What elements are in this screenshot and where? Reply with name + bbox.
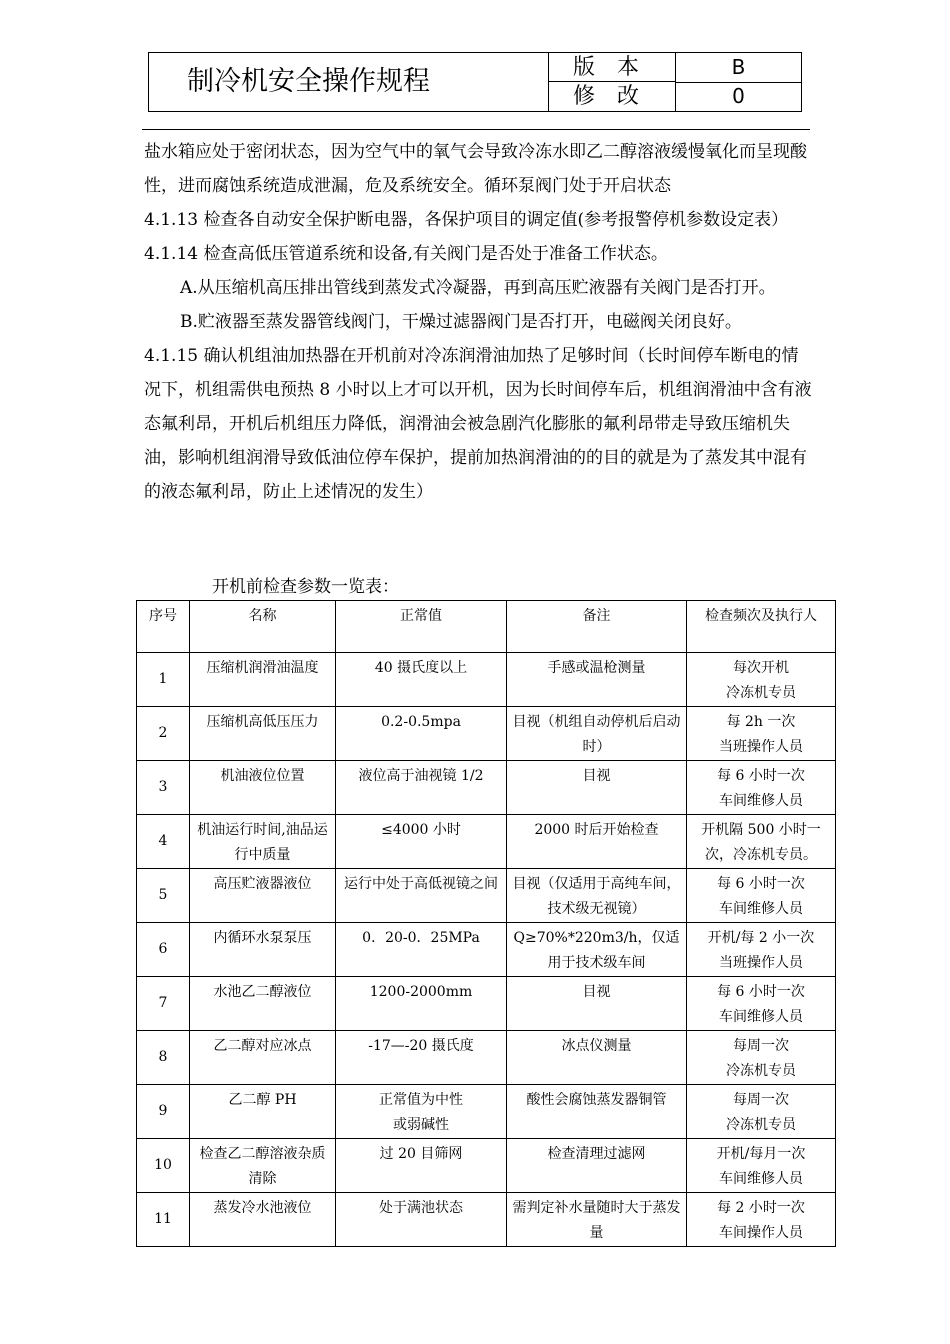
table-cell: 检查乙二醇溶液杂质清除 — [190, 1139, 336, 1193]
paragraph-item-a: A.从压缩机高压排出管线到蒸发式冷凝器，再到高压贮液器有关阀门是否打开。 — [180, 278, 776, 298]
table-row — [137, 707, 836, 761]
table-cell: 手感或温枪测量 — [507, 653, 687, 707]
table-cell: 8 — [137, 1031, 190, 1085]
table-cell: 每 2h 一次 当班操作人员 — [687, 707, 836, 761]
table-row — [137, 653, 836, 707]
table-row — [137, 1085, 836, 1139]
body-text — [144, 135, 812, 509]
table-cell: 机油运行时间,油品运行中质量 — [190, 815, 336, 869]
table-cell: -17—-20 摄氏度 — [336, 1031, 507, 1085]
table-row — [137, 815, 836, 869]
table-cell: 1200-2000mm — [336, 977, 507, 1031]
paragraph-salt-tank: 盐水箱应处于密闭状态，因为空气中的氧气会导致冷冻水即乙二醇溶液缓慢氧化而呈现酸性，进而腐蚀系统造成泄漏，危及系统安全。循环泵阀门处于开启状态 — [144, 142, 807, 196]
table-cell: 机油液位位置 — [190, 761, 336, 815]
table-cell: ≤4000 小时 — [336, 815, 507, 869]
table-cell: 9 — [137, 1085, 190, 1139]
table-cell: 开机/每月一次 车间维修人员 — [687, 1139, 836, 1193]
paragraph-item-b: B.贮液器至蒸发器管线阀门，干燥过滤器阀门是否打开，电磁阀关闭良好。 — [180, 312, 742, 332]
table-cell: 4 — [137, 815, 190, 869]
table-header-row — [137, 601, 836, 653]
paragraph-4-1-15: 4.1.15 确认机组油加热器在开机前对冷冻润滑油加热了足够时间（长时间停车断电的情况下，机组需供电预热 8 小时以上才可以开机，因为长时间停车后，机组润滑油中含有液态氟利昂，开机后机组压力降低，润滑油会被急剧汽化膨胀的氟利昂带走导致压缩机失油，影响机组润滑导致低油位停车保护，提前加热润滑油的的目的就是为了蒸发其中混有的液态氟利昂，防止上述情况的发生） — [144, 346, 812, 502]
table-cell: 6 — [137, 923, 190, 977]
table-cell: 3 — [137, 761, 190, 815]
header-cell: 检查频次及执行人 — [687, 601, 836, 653]
table-cell: 运行中处于高低视镜之间 — [336, 869, 507, 923]
table-cell: 过 20 目筛网 — [336, 1139, 507, 1193]
table-cell: 2000 时后开始检查 — [507, 815, 687, 869]
table-cell: 蒸发冷水池液位 — [190, 1193, 336, 1247]
table-cell: 目视（机组自动停机后启动时） — [507, 707, 687, 761]
table-cell: 乙二醇对应冰点 — [190, 1031, 336, 1085]
table-cell: 每周一次 冷冻机专员 — [687, 1031, 836, 1085]
table-row — [137, 869, 836, 923]
header-cell: 序号 — [137, 601, 190, 653]
paragraph-4-1-14: 4.1.14 检查高低压管道系统和设备,有关阀门是否处于准备工作状态。 — [144, 244, 668, 264]
table-cell: 2 — [137, 707, 190, 761]
revision-label: 修 改 — [549, 82, 676, 111]
table-row — [137, 1139, 836, 1193]
table-body — [137, 653, 836, 1247]
table-row — [137, 977, 836, 1031]
table-cell: 检查清理过滤网 — [507, 1139, 687, 1193]
table-cell: 需判定补水量随时大于蒸发量 — [507, 1193, 687, 1247]
document-title: 制冷机安全操作规程 — [149, 53, 549, 111]
header-rule — [142, 129, 810, 130]
table-cell: 液位高于油视镜 1/2 — [336, 761, 507, 815]
table-row — [137, 1031, 836, 1085]
table-cell: 开机隔 500 小时一次，冷冻机专员。 — [687, 815, 836, 869]
table-cell: 目视 — [507, 761, 687, 815]
table-cell: 每次开机 冷冻机专员 — [687, 653, 836, 707]
table-cell: 40 摄氏度以上 — [336, 653, 507, 707]
version-label: 版 本 — [549, 53, 676, 82]
table-cell: 冰点仪测量 — [507, 1031, 687, 1085]
table-cell: 每 2 小时一次 车间操作人员 — [687, 1193, 836, 1247]
document-header — [148, 52, 802, 112]
table-cell: 7 — [137, 977, 190, 1031]
table-cell: 水池乙二醇液位 — [190, 977, 336, 1031]
table-cell: 每周一次 冷冻机专员 — [687, 1085, 836, 1139]
header-cell: 名称 — [190, 601, 336, 653]
table-cell: 开机/每 2 小一次 当班操作人员 — [687, 923, 836, 977]
version-value: B — [676, 53, 801, 83]
header-cell: 备注 — [507, 601, 687, 653]
table-caption: 开机前检查参数一览表： — [212, 577, 399, 597]
table-cell: 压缩机高低压压力 — [190, 707, 336, 761]
table-cell: 处于满池状态 — [336, 1193, 507, 1247]
revision-value: 0 — [732, 84, 745, 108]
parameter-table — [136, 600, 836, 1247]
table-cell: 10 — [137, 1139, 190, 1193]
table-cell: 每 6 小时一次 车间维修人员 — [687, 977, 836, 1031]
table-cell: 压缩机润滑油温度 — [190, 653, 336, 707]
header-cell: 正常值 — [336, 601, 507, 653]
table-row — [137, 1193, 836, 1247]
table-cell: 每 6 小时一次 车间维修人员 — [687, 761, 836, 815]
table-cell: 正常值为中性 或弱碱性 — [336, 1085, 507, 1139]
paragraph-4-1-13: 4.1.13 检查各自动安全保护断电器，各保护项目的调定值(参考报警停机参数设定表） — [144, 210, 789, 230]
table-row — [137, 923, 836, 977]
table-cell: 每 6 小时一次 车间维修人员 — [687, 869, 836, 923]
table-cell: 0．20-0．25MPa — [336, 923, 507, 977]
table-cell: 乙二醇 PH — [190, 1085, 336, 1139]
table-cell: 目视（仅适用于高纯车间，技术级无视镜） — [507, 869, 687, 923]
table-cell: 0.2-0.5mpa — [336, 707, 507, 761]
table-cell: Q≥70%*220m3/h，仅适用于技术级车间 — [507, 923, 687, 977]
table-cell: 高压贮液器液位 — [190, 869, 336, 923]
table-row — [137, 761, 836, 815]
table-cell: 5 — [137, 869, 190, 923]
table-cell: 目视 — [507, 977, 687, 1031]
table-cell: 酸性会腐蚀蒸发器铜管 — [507, 1085, 687, 1139]
table-cell: 11 — [137, 1193, 190, 1247]
table-cell: 1 — [137, 653, 190, 707]
table-cell: 内循环水泵泵压 — [190, 923, 336, 977]
